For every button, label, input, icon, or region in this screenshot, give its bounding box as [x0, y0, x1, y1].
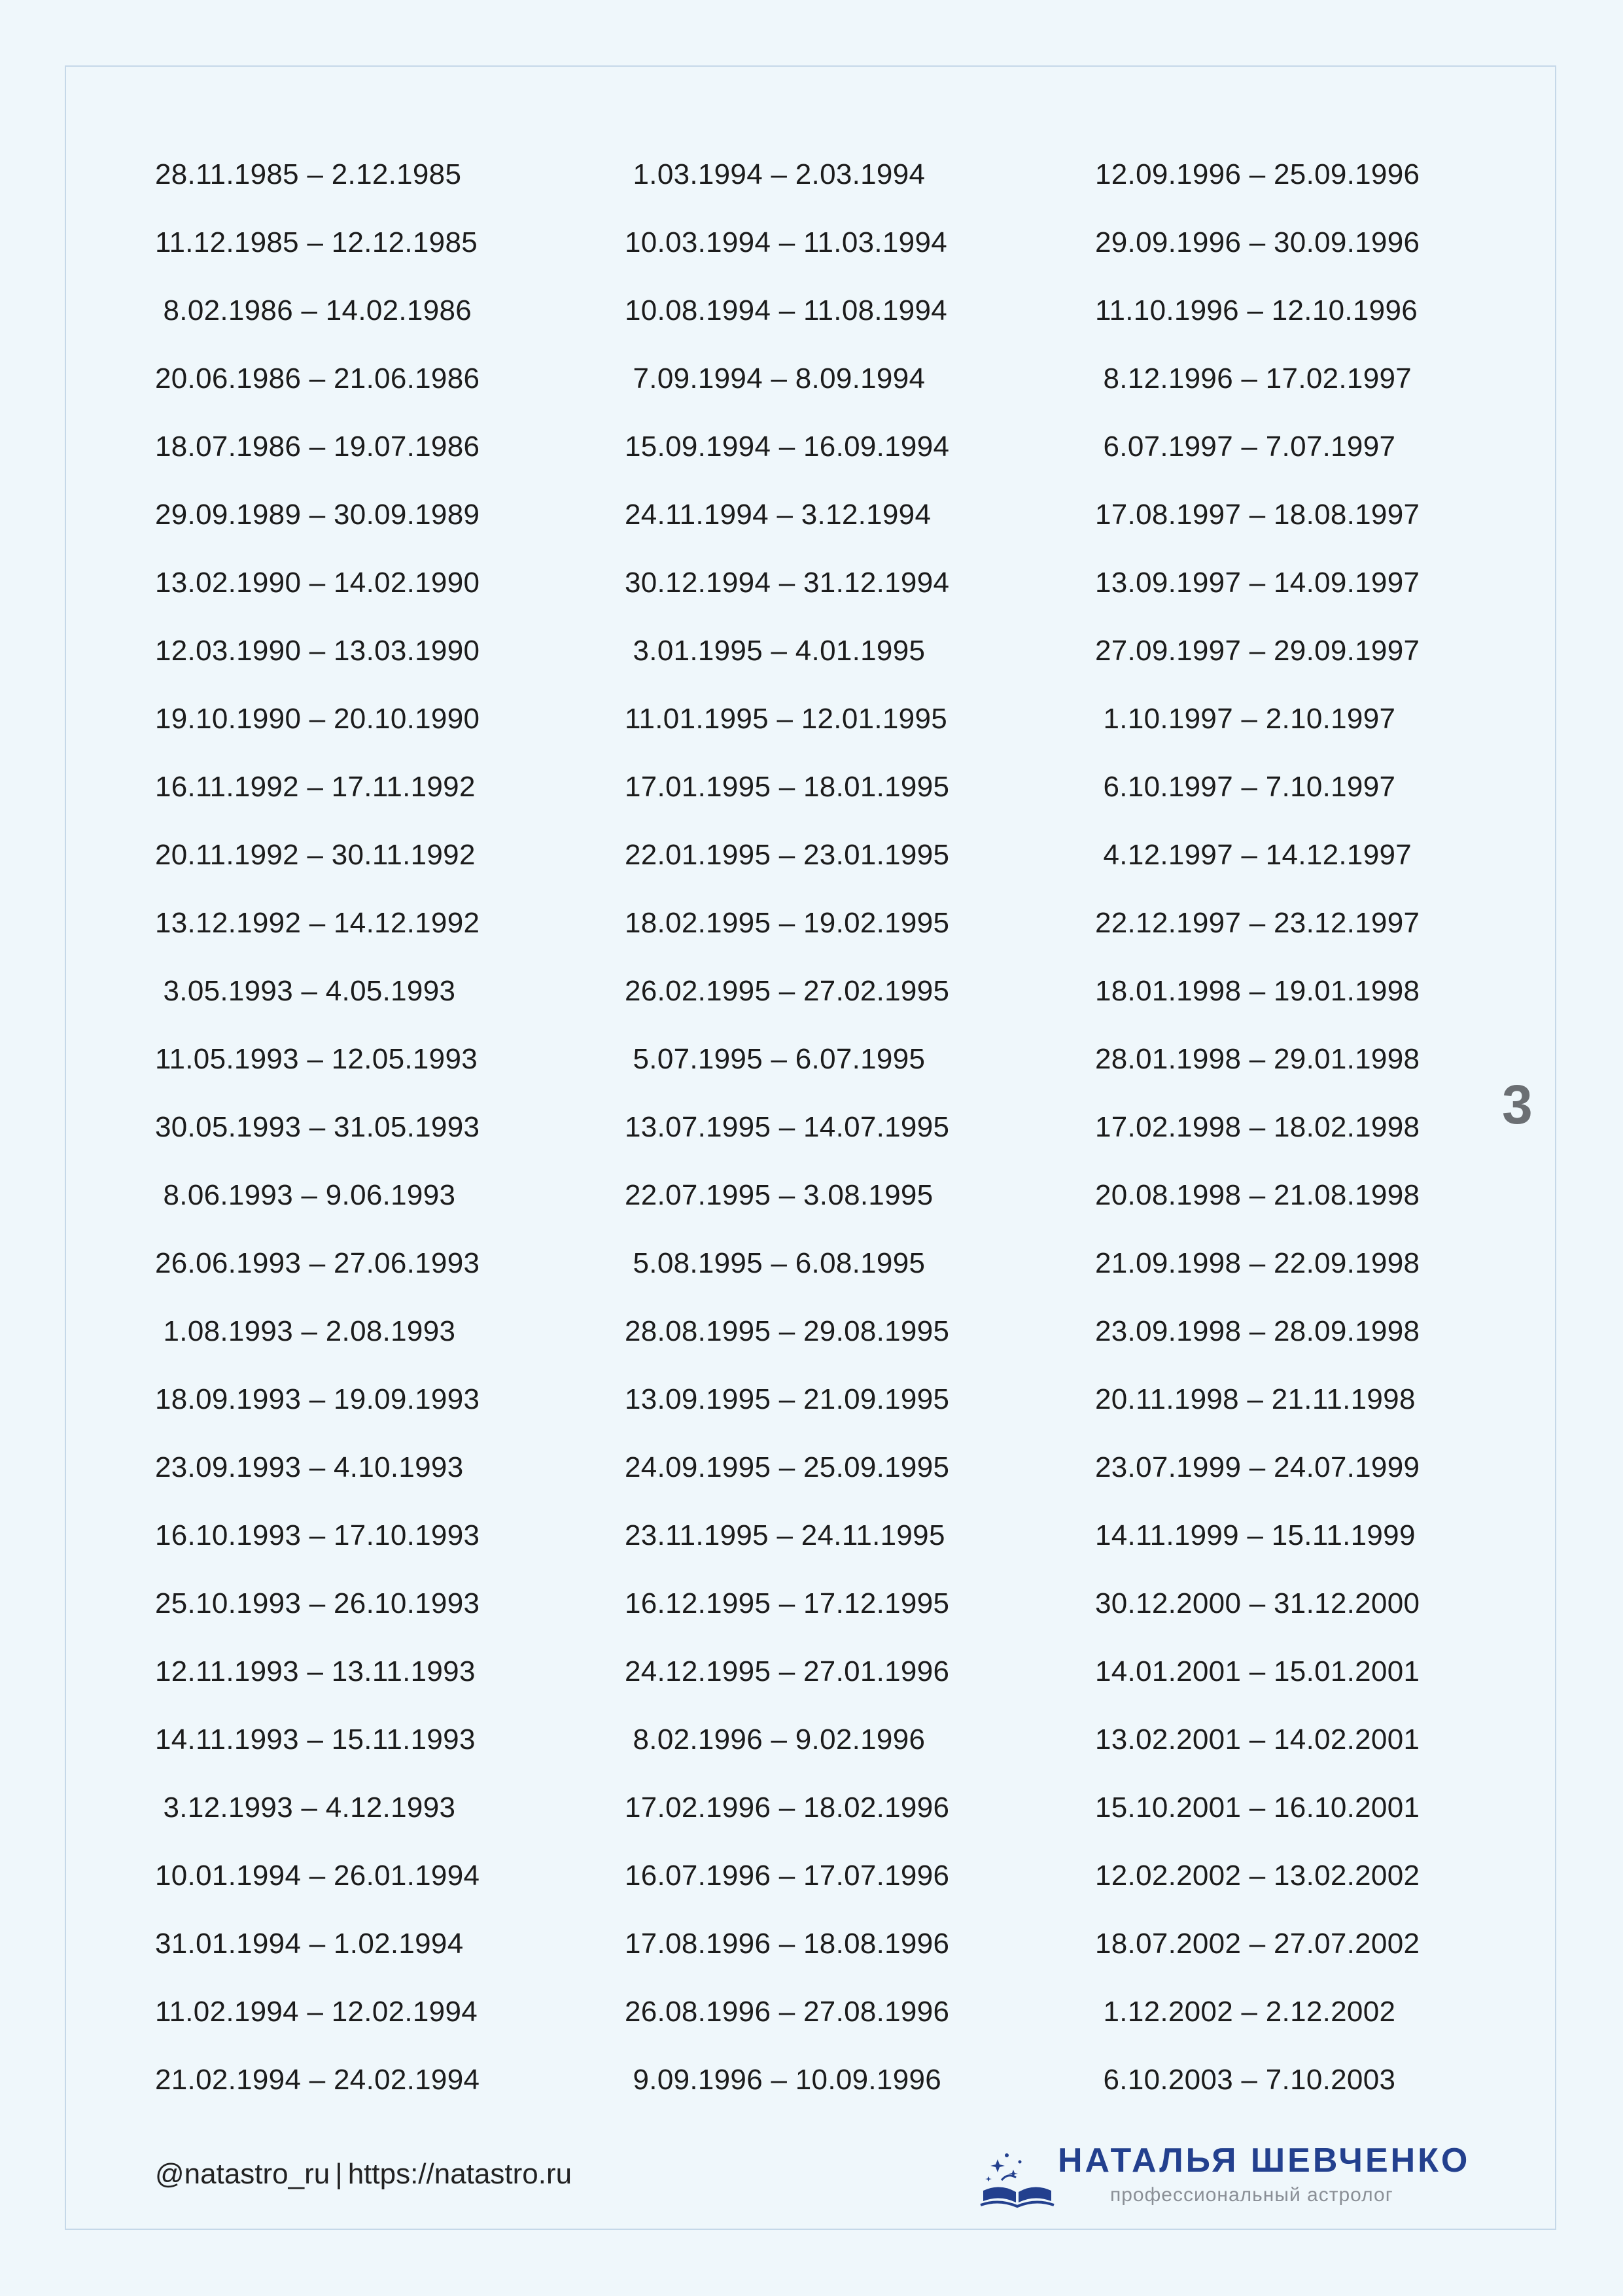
date-range-item: 1.12.2002 – 2.12.2002 [1095, 1996, 1396, 2028]
date-range-item: 13.09.1997 – 14.09.1997 [1095, 567, 1420, 599]
date-range-item: 30.05.1993 – 31.05.1993 [155, 1111, 480, 1143]
date-range-item: 20.06.1986 – 21.06.1986 [155, 362, 480, 395]
date-column-1 [155, 154, 480, 2127]
date-range-item: 17.02.1996 – 18.02.1996 [625, 1792, 950, 1824]
date-range-item: 24.12.1995 – 27.01.1996 [625, 1655, 950, 1687]
instagram-handle[interactable]: @natastro_ru [155, 2158, 330, 2190]
date-range-item: 20.11.1998 – 21.11.1998 [1095, 1383, 1416, 1415]
date-range-item: 22.07.1995 – 3.08.1995 [625, 1179, 934, 1211]
date-range-item: 28.01.1998 – 29.01.1998 [1095, 1043, 1420, 1075]
date-range-item: 28.08.1995 – 29.08.1995 [625, 1315, 950, 1347]
date-range-item: 9.09.1996 – 10.09.1996 [625, 2064, 942, 2096]
footer-separator: | [335, 2158, 343, 2190]
date-range-item: 16.07.1996 – 17.07.1996 [625, 1860, 950, 1892]
date-range-item: 3.05.1993 – 4.05.1993 [155, 975, 456, 1007]
date-range-item: 6.07.1997 – 7.07.1997 [1095, 431, 1396, 463]
date-range-item: 1.08.1993 – 2.08.1993 [155, 1315, 456, 1347]
date-range-item: 12.02.2002 – 13.02.2002 [1095, 1860, 1420, 1892]
date-range-item: 5.08.1995 – 6.08.1995 [625, 1247, 926, 1279]
footer-contact [155, 2158, 572, 2191]
date-range-item: 5.07.1995 – 6.07.1995 [625, 1043, 926, 1075]
date-range-item: 23.09.1998 – 28.09.1998 [1095, 1315, 1420, 1347]
date-range-item: 18.07.1986 – 19.07.1986 [155, 431, 480, 463]
date-range-item: 11.02.1994 – 12.02.1994 [155, 1996, 478, 2028]
date-range-item: 13.02.2001 – 14.02.2001 [1095, 1723, 1420, 1756]
open-book-stars-icon [978, 2140, 1056, 2212]
date-range-item: 14.01.2001 – 15.01.2001 [1095, 1655, 1420, 1687]
date-range-item: 14.11.1999 – 15.11.1999 [1095, 1519, 1416, 1551]
date-range-item: 11.05.1993 – 12.05.1993 [155, 1043, 478, 1075]
page-number: 3 [1502, 1074, 1533, 1135]
date-column-3 [1095, 154, 1420, 2127]
date-range-item: 3.01.1995 – 4.01.1995 [625, 635, 926, 667]
date-range-item: 29.09.1989 – 30.09.1989 [155, 499, 480, 531]
date-range-item: 15.10.2001 – 16.10.2001 [1095, 1792, 1420, 1824]
date-range-item: 6.10.1997 – 7.10.1997 [1095, 771, 1396, 803]
date-range-item: 8.02.1996 – 9.02.1996 [625, 1723, 926, 1756]
date-range-item: 14.11.1993 – 15.11.1993 [155, 1723, 476, 1756]
date-range-item: 28.11.1985 – 2.12.1985 [155, 158, 462, 190]
date-range-item: 29.09.1996 – 30.09.1996 [1095, 226, 1420, 258]
date-range-item: 26.06.1993 – 27.06.1993 [155, 1247, 480, 1279]
date-range-item: 12.11.1993 – 13.11.1993 [155, 1655, 476, 1687]
date-range-item: 1.03.1994 – 2.03.1994 [625, 158, 926, 190]
brand-tagline: профессиональный астролог [1110, 2184, 1393, 2206]
date-range-item: 8.06.1993 – 9.06.1993 [155, 1179, 456, 1211]
date-range-item: 11.12.1985 – 12.12.1985 [155, 226, 478, 258]
date-range-item: 20.08.1998 – 21.08.1998 [1095, 1179, 1420, 1211]
date-range-item: 6.10.2003 – 7.10.2003 [1095, 2064, 1396, 2096]
date-range-item: 30.12.1994 – 31.12.1994 [625, 567, 950, 599]
date-range-item: 15.09.1994 – 16.09.1994 [625, 431, 950, 463]
date-range-item: 7.09.1994 – 8.09.1994 [625, 362, 926, 395]
date-range-item: 25.10.1993 – 26.10.1993 [155, 1587, 480, 1619]
date-range-item: 17.08.1997 – 18.08.1997 [1095, 499, 1420, 531]
date-range-item: 21.02.1994 – 24.02.1994 [155, 2064, 480, 2096]
date-column-2 [625, 154, 949, 2127]
date-range-item: 27.09.1997 – 29.09.1997 [1095, 635, 1420, 667]
date-range-item: 16.11.1992 – 17.11.1992 [155, 771, 476, 803]
date-range-item: 24.11.1994 – 3.12.1994 [625, 499, 932, 531]
date-range-item: 10.01.1994 – 26.01.1994 [155, 1860, 480, 1892]
date-range-item: 26.08.1996 – 27.08.1996 [625, 1996, 950, 2028]
date-range-item: 30.12.2000 – 31.12.2000 [1095, 1587, 1420, 1619]
date-range-item: 21.09.1998 – 22.09.1998 [1095, 1247, 1420, 1279]
date-range-item: 23.07.1999 – 24.07.1999 [1095, 1451, 1420, 1483]
date-range-item: 31.01.1994 – 1.02.1994 [155, 1928, 464, 1960]
date-range-item: 24.09.1995 – 25.09.1995 [625, 1451, 950, 1483]
date-range-item: 18.01.1998 – 19.01.1998 [1095, 975, 1420, 1007]
date-range-item: 12.09.1996 – 25.09.1996 [1095, 158, 1420, 190]
date-range-item: 26.02.1995 – 27.02.1995 [625, 975, 950, 1007]
date-range-item: 23.11.1995 – 24.11.1995 [625, 1519, 945, 1551]
date-range-item: 11.10.1996 – 12.10.1996 [1095, 294, 1418, 327]
date-range-item: 18.09.1993 – 19.09.1993 [155, 1383, 480, 1415]
date-range-item: 4.12.1997 – 14.12.1997 [1095, 839, 1412, 871]
date-range-item: 13.12.1992 – 14.12.1992 [155, 907, 480, 939]
date-range-item: 22.01.1995 – 23.01.1995 [625, 839, 950, 871]
date-range-item: 8.02.1986 – 14.02.1986 [155, 294, 472, 327]
date-range-item: 20.11.1992 – 30.11.1992 [155, 839, 476, 871]
website-link[interactable]: https://natastro.ru [347, 2158, 572, 2190]
date-range-item: 10.08.1994 – 11.08.1994 [625, 294, 947, 327]
date-range-item: 22.12.1997 – 23.12.1997 [1095, 907, 1420, 939]
date-range-item: 18.07.2002 – 27.07.2002 [1095, 1928, 1420, 1960]
date-range-item: 8.12.1996 – 17.02.1997 [1095, 362, 1412, 395]
date-range-item: 12.03.1990 – 13.03.1990 [155, 635, 480, 667]
date-range-item: 13.02.1990 – 14.02.1990 [155, 567, 480, 599]
date-range-item: 3.12.1993 – 4.12.1993 [155, 1792, 456, 1824]
date-range-item: 17.08.1996 – 18.08.1996 [625, 1928, 950, 1960]
brand-name: НАТАЛЬЯ ШЕВЧЕНКО [1058, 2142, 1471, 2180]
date-range-item: 11.01.1995 – 12.01.1995 [625, 703, 947, 735]
date-range-item: 17.02.1998 – 18.02.1998 [1095, 1111, 1420, 1143]
date-range-item: 19.10.1990 – 20.10.1990 [155, 703, 480, 735]
date-range-item: 16.12.1995 – 17.12.1995 [625, 1587, 950, 1619]
date-range-item: 16.10.1993 – 17.10.1993 [155, 1519, 480, 1551]
date-range-item: 23.09.1993 – 4.10.1993 [155, 1451, 464, 1483]
date-range-item: 17.01.1995 – 18.01.1995 [625, 771, 950, 803]
date-range-item: 10.03.1994 – 11.03.1994 [625, 226, 947, 258]
date-range-item: 13.09.1995 – 21.09.1995 [625, 1383, 950, 1415]
date-range-item: 1.10.1997 – 2.10.1997 [1095, 703, 1396, 735]
brand-block [978, 2134, 1475, 2219]
date-range-item: 13.07.1995 – 14.07.1995 [625, 1111, 950, 1143]
date-range-item: 18.02.1995 – 19.02.1995 [625, 907, 950, 939]
